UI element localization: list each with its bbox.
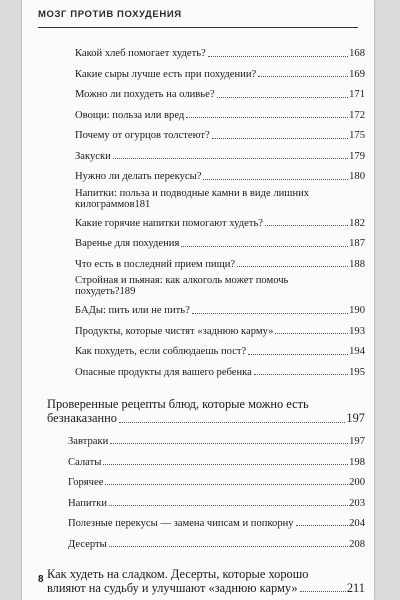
toc-section-title-line2: безнаказанно	[47, 411, 117, 425]
toc-entry-title-line1: Стройная и пьяная: как алкоголь может помочь	[75, 275, 289, 286]
toc-entry-title: Как похудеть, если соблюдаешь пост?	[75, 346, 247, 358]
toc-entry-title-line1: Напитки: польза и подводные камни в виде лишних	[75, 187, 310, 199]
toc-entry-page: 187	[349, 238, 365, 250]
leader-dots	[186, 117, 348, 118]
toc-entry[interactable]	[75, 147, 365, 168]
toc-entry-title: Напитки	[68, 497, 107, 509]
running-header: МОЗГ ПРОТИВ ПОХУДЕНИЯ	[38, 9, 182, 20]
toc-entry-title: Десерты	[68, 538, 107, 550]
leader-dots	[254, 374, 348, 375]
toc-entry-page: 194	[349, 346, 365, 358]
toc-entry[interactable]	[75, 106, 365, 127]
toc-entry-page: 175	[349, 130, 365, 142]
leader-dots	[203, 179, 348, 180]
leader-dots	[109, 546, 348, 547]
toc-entry-title: Горячее	[68, 477, 104, 489]
toc-entry-page: 180	[349, 171, 365, 183]
leader-dots	[109, 505, 348, 506]
leader-dots	[212, 138, 348, 139]
toc-entry[interactable]	[75, 85, 365, 106]
toc-entry[interactable]	[75, 214, 365, 235]
toc-entry-title: Нужно ли делать перекусы?	[75, 171, 202, 183]
leader-dots	[103, 464, 348, 465]
toc-entry-title: Салаты	[68, 456, 102, 468]
toc-entry[interactable]	[75, 322, 365, 343]
toc-section-page: 211	[346, 580, 365, 595]
toc-entry[interactable]	[75, 188, 365, 210]
toc-entry-title: БАДы: пить или не пить?	[75, 305, 190, 317]
leader-dots	[300, 591, 346, 592]
leader-dots	[105, 484, 348, 485]
toc-entry[interactable]	[75, 255, 365, 276]
toc-entry-page: 193	[349, 325, 365, 337]
toc-section-page: 197	[346, 411, 365, 425]
toc-section[interactable]	[47, 397, 365, 426]
toc-entry-title: Какие горячие напитки помогают худеть?	[75, 217, 263, 229]
toc-entry[interactable]	[75, 342, 365, 363]
toc-entry-title: Варенье для похудения	[75, 238, 180, 250]
toc-entry-title-line2: похудеть?	[75, 286, 120, 297]
toc-entry-page: 182	[349, 217, 365, 229]
toc-entry-page: 172	[349, 109, 365, 121]
toc-entry[interactable]	[75, 167, 365, 188]
toc-entry-page: 168	[349, 48, 365, 60]
toc-entry-page: 200	[349, 477, 365, 489]
toc-entry-page: 197	[349, 436, 365, 448]
toc-entry[interactable]	[68, 534, 365, 555]
toc-entry-page: 171	[349, 89, 365, 101]
leader-dots	[296, 525, 349, 526]
toc-entry-page: 188	[349, 258, 365, 270]
toc-entry[interactable]	[75, 44, 365, 65]
toc-section-title-line1: Проверенные рецепты блюд, которые можно есть	[47, 397, 309, 411]
toc-entry[interactable]	[68, 493, 365, 514]
toc-entry-page: 204	[349, 518, 365, 530]
leader-dots	[275, 333, 348, 334]
leader-dots	[181, 246, 348, 247]
table-of-contents	[38, 44, 366, 595]
toc-entry[interactable]	[75, 126, 365, 147]
leader-dots	[110, 443, 348, 444]
leader-dots	[237, 266, 348, 267]
leader-dots	[192, 313, 348, 314]
toc-entry[interactable]	[68, 473, 365, 494]
toc-entry-title: Закуски	[75, 150, 111, 162]
toc-section[interactable]	[47, 567, 365, 596]
toc-entry[interactable]	[75, 363, 365, 384]
book-page	[22, 0, 374, 600]
toc-entry[interactable]	[68, 452, 365, 473]
toc-entry-page: 179	[349, 150, 365, 162]
toc-entry-title: Можно ли похудеть на оливье?	[75, 89, 215, 101]
toc-entry-page: 198	[349, 456, 365, 468]
leader-dots	[217, 97, 349, 98]
toc-section-title-line2: влияют на судьбу и улучшают «заднюю карму»	[47, 580, 298, 595]
toc-entry-title: Овощи: польза или вред	[75, 109, 185, 121]
toc-entry-title-line2: килограммов	[75, 198, 135, 210]
toc-entry-page: 181	[134, 198, 151, 210]
toc-entry-title: Продукты, которые чистят «заднюю карму»	[75, 325, 274, 337]
leader-dots	[248, 354, 348, 355]
toc-entry-title: Какой хлеб помогает худеть?	[75, 48, 206, 60]
toc-entry[interactable]	[68, 432, 365, 453]
toc-entry[interactable]	[75, 65, 365, 86]
toc-entry-title: Что есть в последний прием пищи?	[75, 258, 236, 270]
leader-dots	[208, 56, 348, 57]
toc-entry-page: 190	[349, 305, 365, 317]
toc-entry-page: 195	[349, 366, 365, 378]
toc-entry-page: 189	[119, 286, 136, 297]
toc-entry[interactable]	[75, 275, 365, 297]
toc-entry-title: Полезные перекусы — замена чипсам и попкорну	[68, 518, 294, 530]
leader-dots	[265, 225, 348, 226]
toc-entry[interactable]	[75, 301, 365, 322]
toc-entry-title: Опасные продукты для вашего ребенка	[75, 366, 252, 378]
toc-entry-title: Какие сыры лучше есть при похудении?	[75, 68, 257, 80]
toc-entry-title: Почему от огурцов толстеют?	[75, 130, 210, 142]
toc-entry-page: 208	[349, 538, 365, 550]
toc-section-title-line1: Как худеть на сладком. Десерты, которые хорошо	[47, 566, 309, 581]
toc-entry-title: Завтраки	[68, 436, 109, 448]
toc-entry-page: 169	[349, 68, 365, 80]
page-number: 8	[38, 574, 44, 585]
toc-entry[interactable]	[68, 514, 365, 535]
toc-entry-page: 203	[349, 497, 365, 509]
leader-dots	[258, 76, 348, 77]
leader-dots	[113, 158, 348, 159]
leader-dots	[119, 422, 345, 423]
toc-entry[interactable]	[75, 234, 365, 255]
header-rule	[38, 27, 358, 28]
